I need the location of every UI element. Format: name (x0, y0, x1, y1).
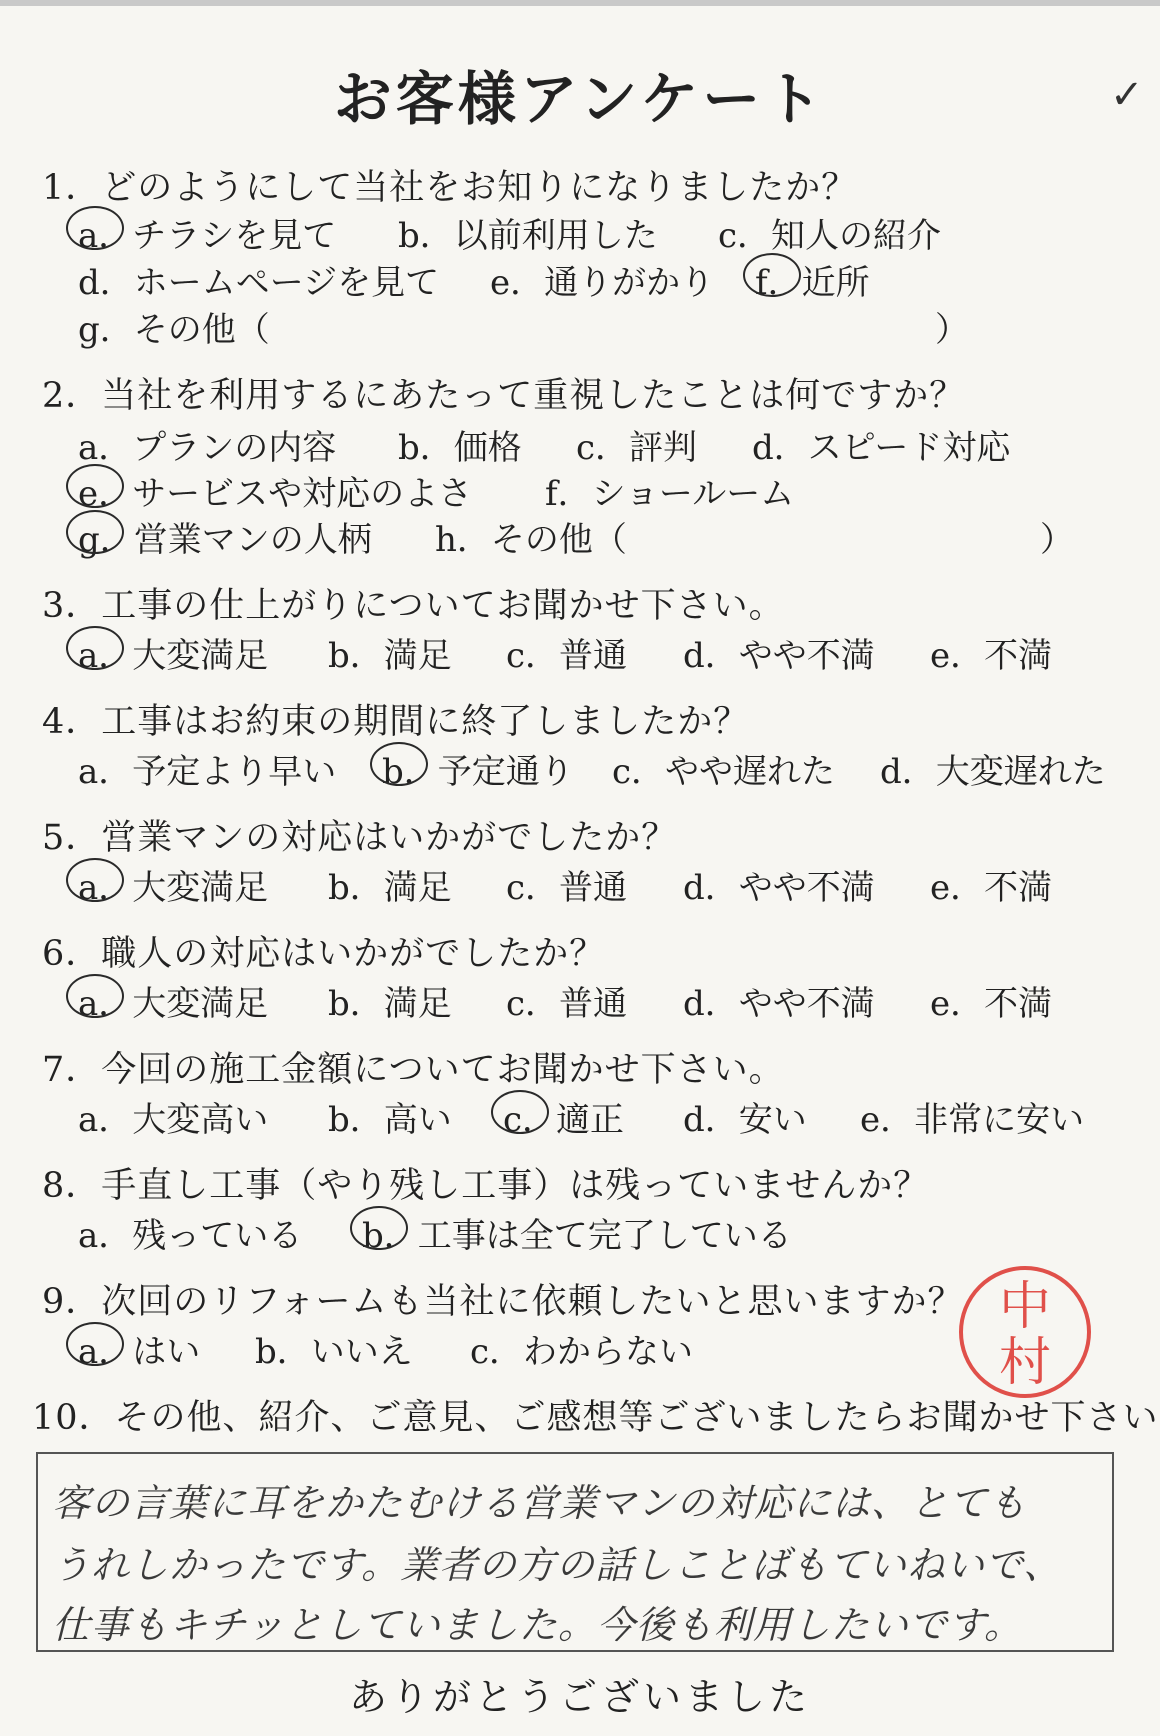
q6-option-e[interactable]: e．不満 (930, 984, 1053, 1024)
comment-line-2: うれしかったです。業者の方の話しことばもていねいで、 (52, 1543, 1063, 1587)
selected-circle (66, 626, 124, 670)
comment-box (36, 1452, 1114, 1652)
q2-option-f[interactable]: f．ショールーム (545, 474, 795, 514)
q1-option-b[interactable]: b．以前利用した (398, 216, 658, 256)
q7-option-e[interactable]: e．非常に安い (860, 1100, 1085, 1140)
question-10: 10．その他、紹介、ご意見、ご感想等ございましたらお聞かせ下さい (32, 1398, 1159, 1438)
q9-option-b[interactable]: b．いいえ (255, 1332, 413, 1372)
q2-option-c[interactable]: c．評判 (576, 428, 698, 468)
scan-top-border (0, 0, 1160, 6)
seal-char-1: 中 (998, 1277, 1052, 1337)
survey-title: お客様アンケート (333, 65, 827, 133)
question-1: 1．どのようにして当社をお知りになりましたか？ (42, 168, 858, 208)
q5-option-a[interactable]: a．大変満足 (78, 860, 268, 909)
question-5: 5．営業マンの対応はいかがでしたか？ (42, 818, 678, 858)
q5-option-c[interactable]: c．普通 (506, 868, 628, 908)
q9-option-c[interactable]: c．わからない (470, 1332, 694, 1372)
nakamura-seal (955, 1262, 1095, 1402)
q4-option-c[interactable]: c．やや遅れた (612, 752, 836, 792)
q3-option-d[interactable]: d．やや不満 (683, 636, 875, 676)
q2-option-b[interactable]: b．価格 (398, 428, 522, 468)
q8-option-b[interactable]: b．工事は全て完了している (362, 1208, 792, 1257)
q1-option-f[interactable]: f．近所 (755, 255, 870, 304)
q7-option-a[interactable]: a．大変高い (78, 1100, 269, 1140)
thanks-message: ありがとうございました (348, 1675, 811, 1719)
q1-option-c[interactable]: c．知人の紹介 (718, 216, 942, 256)
q7-option-c[interactable]: c．適正 (503, 1092, 624, 1141)
seal-char-2: 村 (998, 1333, 1052, 1393)
q7-option-d[interactable]: d．安い (683, 1100, 807, 1140)
q3-option-e[interactable]: e．不満 (930, 636, 1053, 676)
q1-option-g-close: ） (935, 310, 969, 350)
selected-circle (350, 1206, 408, 1250)
question-2: 2．当社を利用するにあたって重視したことは何ですか？ (42, 376, 966, 416)
selected-circle (66, 206, 124, 250)
q6-option-a[interactable]: a．大変満足 (78, 976, 268, 1025)
q6-option-d[interactable]: d．やや不満 (683, 984, 875, 1024)
selected-circle (66, 1322, 124, 1366)
q1-option-a[interactable]: a．チラシを見て (78, 208, 336, 257)
q5-option-b[interactable]: b．満足 (328, 868, 452, 908)
q1-option-d[interactable]: d．ホームページを見て (78, 263, 440, 303)
selected-circle (743, 253, 801, 297)
q4-option-d[interactable]: d．大変遅れた (880, 752, 1106, 792)
question-8: 8．手直し工事（やり残し工事）は残っていませんか？ (42, 1166, 930, 1206)
q2-option-h[interactable]: h．その他（ (435, 520, 627, 560)
q3-option-b[interactable]: b．満足 (328, 636, 452, 676)
q1-option-g[interactable]: g．その他（ (78, 310, 270, 350)
selected-circle (66, 858, 124, 902)
selected-circle (491, 1090, 549, 1134)
q6-option-c[interactable]: c．普通 (506, 984, 628, 1024)
q4-option-b[interactable]: b．予定通り (382, 744, 574, 793)
q4-option-a[interactable]: a．予定より早い (78, 752, 337, 792)
selected-circle (66, 974, 124, 1018)
q7-option-b[interactable]: b．高い (328, 1100, 452, 1140)
question-4: 4．工事はお約束の期間に終了しましたか？ (42, 702, 750, 742)
question-9: 9．次回のリフォームも当社に依頼したいと思いますか？ (42, 1282, 964, 1322)
selected-circle (66, 464, 124, 508)
question-6: 6．職人の対応はいかがでしたか？ (42, 934, 606, 974)
q2-option-h-close: ） (1040, 520, 1074, 560)
q3-option-a[interactable]: a．大変満足 (78, 628, 268, 677)
q5-option-d[interactable]: d．やや不満 (683, 868, 875, 908)
q3-option-c[interactable]: c．普通 (506, 636, 628, 676)
q1-option-e[interactable]: e．通りがかり (490, 263, 715, 303)
comment-line-1: 客の言葉に耳をかたむける営業マンの対応には、とても (52, 1481, 1028, 1525)
q2-option-d[interactable]: d．スピード対応 (752, 428, 1011, 468)
q2-option-e[interactable]: e．サービスや対応のよさ (78, 466, 472, 515)
q8-option-a[interactable]: a．残っている (78, 1216, 303, 1256)
selected-circle (370, 742, 428, 786)
q9-option-a[interactable]: a．はい (78, 1324, 200, 1373)
q5-option-e[interactable]: e．不満 (930, 868, 1053, 908)
check-mark: ✓ (1110, 72, 1144, 118)
q2-option-a[interactable]: a．プランの内容 (78, 428, 337, 468)
q6-option-b[interactable]: b．満足 (328, 984, 452, 1024)
question-3: 3．工事の仕上がりについてお聞かせ下さい。 (42, 586, 785, 626)
question-7: 7．今回の施工金額についてお聞かせ下さい。 (42, 1050, 785, 1090)
selected-circle (66, 510, 124, 554)
q2-option-g[interactable]: g．営業マンの人柄 (78, 512, 372, 561)
comment-line-3: 仕事もキチッとしていました。今後も利用したいです。 (52, 1603, 1023, 1647)
